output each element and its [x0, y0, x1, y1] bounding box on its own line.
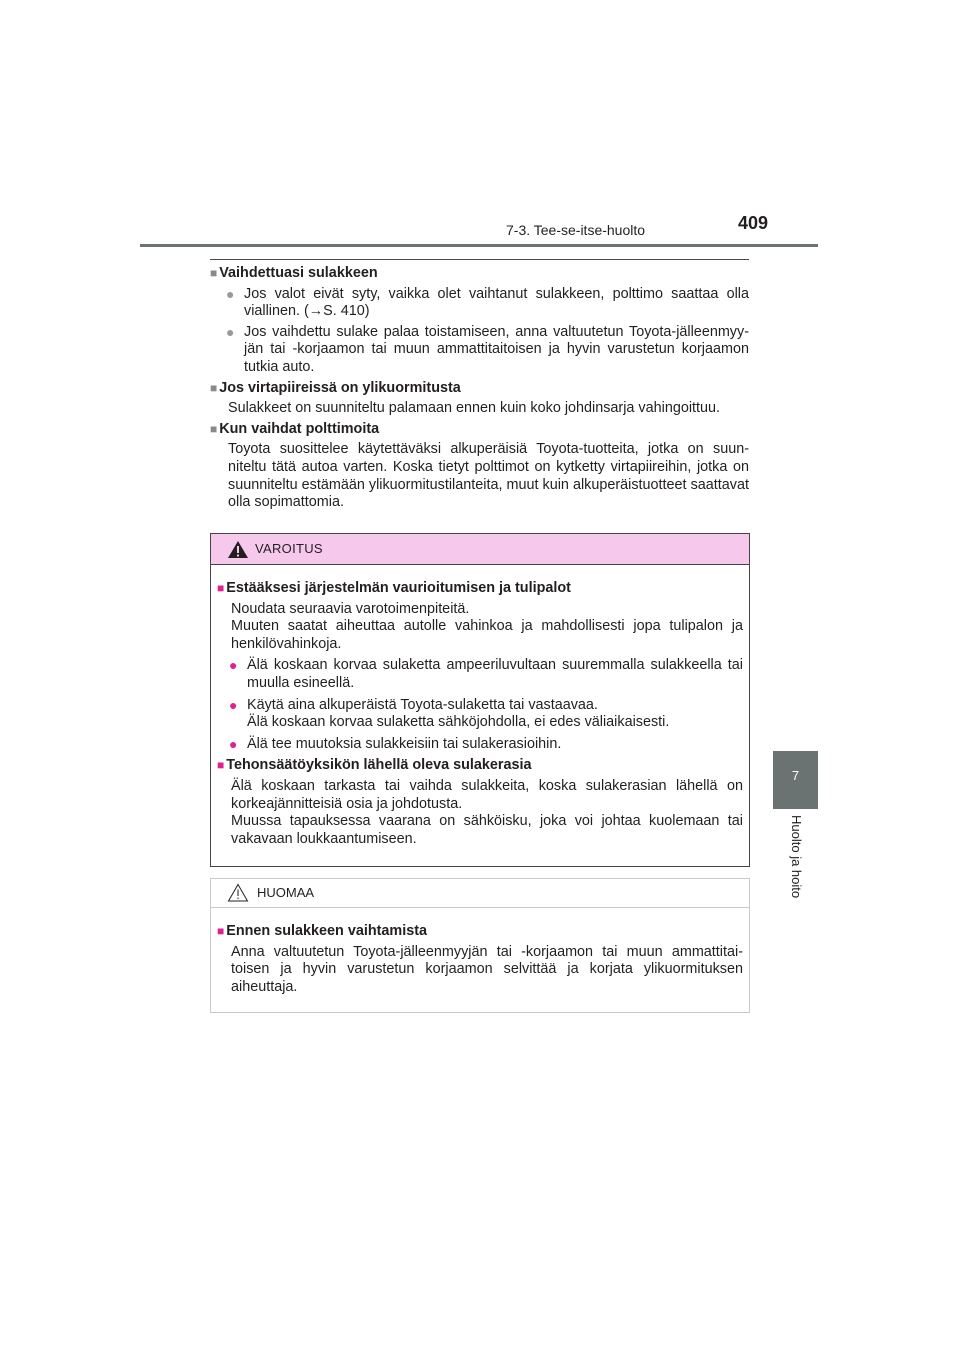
section-heading: ■ Vaihdettuasi sulakkeen [210, 265, 378, 281]
warning-heading: ■ Tehonsäätöyksikön lähellä oleva sulakerasia [217, 757, 532, 774]
square-marker-icon: ■ [217, 581, 225, 595]
list-item: ● Älä koskaan korvaa sulaketta ampeeriluvultaan suuremmalla sulakkeella tai muulla esineellä. [229, 657, 743, 691]
section-heading: ■ Kun vaihdat polttimoita [210, 420, 380, 437]
paragraph: Toyota suosittelee käytettäväksi alkuperäisiä Toyota-tuotteita, jotka on suun-niteltu tätä autoa varten. Koska tietyt polttimot on kytketty virtapiireihin, jotka on suunniteltu estämään ylikuormitustilanteita, muut kuin alkuperäistuotteet saattavat olla sopimattomia. [228, 441, 749, 511]
paragraph: Noudata seuraavia varotoimenpiteitä. [231, 600, 470, 617]
bullet-icon: ● [229, 735, 238, 752]
chapter-number: 7 [791, 768, 800, 783]
paragraph: Muussa tapauksessa vaarana on sähköisku, joka voi johtaa kuolemaan tai vakavaan loukkaantumiseen. [231, 813, 743, 847]
page-number: 409 [738, 213, 769, 233]
chapter-title: Huolto ja hoito [789, 815, 804, 899]
warning-body [211, 565, 749, 848]
bullet-icon: ● [226, 323, 235, 340]
paragraph: Sulakkeet on suunniteltu palamaan ennen kuin koko johdinsarja vahingoittuu. [228, 400, 721, 417]
warning-triangle-icon [227, 540, 249, 564]
main-content [210, 265, 749, 512]
note-heading: ■ Ennen sulakkeen vaihtamista [217, 923, 428, 939]
warning-header [211, 534, 749, 565]
square-marker-icon: ■ [217, 758, 225, 773]
warning-title: VAROITUS [255, 541, 323, 556]
square-marker-icon: ■ [210, 421, 218, 436]
header-divider [140, 244, 818, 247]
bullet-icon: ● [229, 696, 238, 713]
bullet-icon: ● [226, 285, 235, 302]
list-item: ● Jos vaihdettu sulake palaa toistamiseen, anna valtuutetun Toyota-jälleenmyy-jän tai -korjaamon tai muun ammattitaitoisen ja hyvin varustetun korjaamon tutkia auto. [226, 323, 749, 375]
note-title: HUOMAA [257, 885, 315, 900]
paragraph: Anna valtuutetun Toyota-jälleenmyyjän tai -korjaamon tai muun ammattitai-toisen ja hyvin varustetun korjaamon selvittää ja korjata ylikuormituksen aiheuttaja. [231, 943, 743, 995]
section-heading: ■ Jos virtapiireissä on ylikuormitusta [210, 379, 461, 396]
note-header [211, 879, 749, 908]
square-marker-icon: ■ [217, 924, 225, 938]
note-body [211, 908, 749, 996]
note-box [210, 878, 750, 1013]
list-item: ● Älä tee muutoksia sulakkeisiin tai sulakerasioihin. [229, 735, 562, 752]
list-item: ● Jos valot eivät syty, vaikka olet vaihtanut sulakkeen, polttimo saattaa olla viallinen. (→S. 410) [226, 285, 749, 320]
square-marker-icon: ■ [210, 380, 218, 395]
section-title: 7-3. Tee-se-itse-huolto [506, 222, 646, 238]
list-item: ● Käytä aina alkuperäistä Toyota-sulaketta tai vastaavaa. Älä koskaan korvaa sulaketta sähköjohdolla, ei edes väliaikaisesti. [229, 696, 670, 731]
paragraph: Älä koskaan tarkasta tai vaihda sulakkeita, koska sulakerasian lähellä on korkeajännitteisiä osia ja johdotusta. [231, 777, 743, 812]
bullet-icon: ● [229, 657, 238, 674]
content-top-rule [210, 259, 749, 260]
warning-heading: ■ Estääksesi järjestelmän vaurioitumisen ja tulipalot [217, 580, 571, 596]
paragraph: Muuten saatat aiheuttaa autolle vahinkoa ja mahdollisesti jopa tulipalon ja henkilövahinkoja. [231, 618, 743, 652]
caution-triangle-outline-icon [227, 883, 249, 907]
chapter-tab [773, 751, 818, 809]
square-marker-icon: ■ [210, 266, 218, 280]
warning-box [210, 533, 750, 867]
